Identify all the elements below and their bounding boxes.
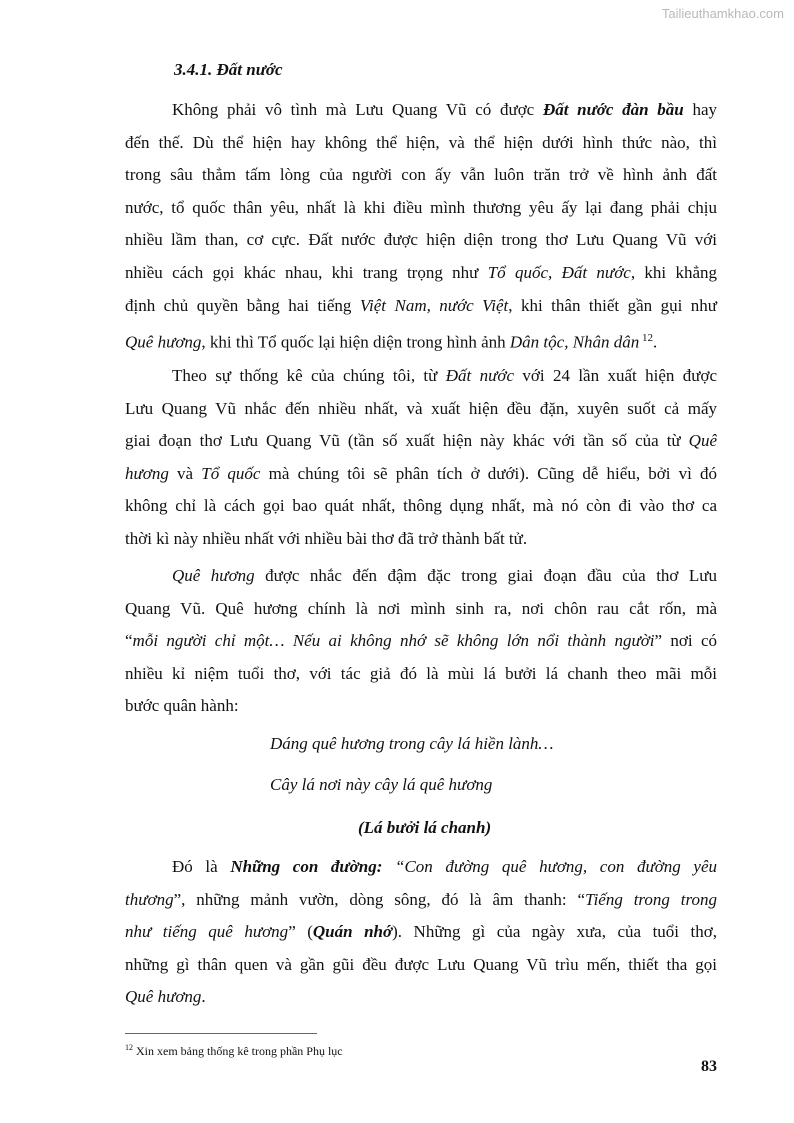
p3-line: “mỗi người chỉ một… Nếu ai không nhớ sẽ không lớn nổi thành người” nơi có (125, 631, 717, 651)
p1-line: nhiều cách gọi khác nhau, khi trang trọng như Tổ quốc, Đất nước, khi khẳng (125, 262, 717, 282)
p1-line: định chủ quyền bằng hai tiếng Việt Nam, nước Việt, khi thân thiết gần gụi như (125, 295, 717, 315)
p3-line: nhiều kỉ niệm tuổi thơ, với tác giả đó là mùi lá bưởi lá chanh theo mãi mỗi (125, 663, 717, 683)
p2-line: hương và Tổ quốc mà chúng tôi sẽ phân tích ở dưới). Cũng dễ hiểu, bởi vì đó (125, 463, 718, 483)
p1-line: Không phải vô tình mà Lưu Quang Vũ có được Đất nước đàn bầu hay (172, 100, 718, 119)
paragraph-4 (125, 851, 717, 1014)
p4-line: những gì thân quen và gần gũi đều được Lưu Quang Vũ trìu mến, thiết tha gọi (125, 954, 717, 974)
p2-line: Lưu Quang Vũ nhắc đến nhiều nhất, và xuất hiện đều đặn, xuyên suốt cả mấy (125, 398, 717, 418)
p3-line: Quê hương được nhắc đến đậm đặc trong giai đoạn đầu của thơ Lưu (172, 566, 717, 585)
p1-line: đến thế. Dù thể hiện hay không thể hiện, và thể hiện dưới hình thức nào, thì (125, 132, 717, 152)
p4-line: Đó là Những con đường: “Con đường quê hương, con đường yêu (172, 857, 718, 876)
p4-line: Quê hương. (125, 987, 206, 1007)
watermark: Tailieuthamkhao.com (661, 6, 784, 21)
p2-line: thời kì này nhiều nhất với nhiều bài thơ đã trở thành bất tử. (125, 528, 528, 548)
poem-line-2: Cây lá nơi này cây lá quê hương (270, 775, 493, 794)
footnote: $^{12}$ Xin xem bảng thống kê trong phần Phụ lục (125, 1043, 343, 1058)
p2-line: giai đoạn thơ Lưu Quang Vũ (tần số xuất hiện này khác với tần số của từ Quê (125, 431, 717, 451)
p4-line: thương”, những mảnh vườn, dòng sông, đó là âm thanh: “Tiếng trong trong (125, 889, 718, 909)
footnote-ref: 12 (639, 332, 654, 345)
paragraph-1 (125, 94, 717, 359)
p1-line: nước, tổ quốc thân yêu, nhất là khi điều mình thương yêu ấy lại đang phải chịu (125, 197, 717, 217)
p1-line: nhiều lầm than, cơ cực. Đất nước được hiện diện trong thơ Lưu Quang Vũ với (125, 230, 717, 250)
paragraph-2 (125, 360, 717, 556)
poem-line-1: Dáng quê hương trong cây lá hiền lành… (270, 734, 554, 753)
p4-line: như tiếng quê hương” (Quán nhớ). Những gì của ngày xưa, của tuổi thơ, (125, 922, 717, 942)
poem-title: (Lá bưởi lá chanh) (358, 818, 492, 837)
section-heading: 3.4.1. Đất nước (174, 60, 283, 79)
p3-line: Quang Vũ. Quê hương chính là nơi mình sinh ra, nơi chôn rau cắt rốn, mà (125, 598, 717, 618)
page-number: 83 (701, 1058, 717, 1075)
p2-line: Theo sự thống kê của chúng tôi, từ Đất nước với 24 lần xuất hiện được (172, 366, 717, 385)
p1-line: trong sâu thẳm tấm lòng của người con ấy vẫn luôn trăn trở về hình ảnh đất (125, 165, 717, 185)
p1-line: Quê hương, khi thì Tổ quốc lại hiện diện trong hình ảnh Dân tộc, Nhân dân $^{12}$. (125, 332, 658, 352)
p2-line: không chỉ là cách gọi bao quát nhất, thông dụng nhất, mà nó còn đi vào thơ ca (125, 496, 717, 516)
footnote-divider (125, 1033, 317, 1034)
p3-line: bước quân hành: (125, 696, 239, 716)
paragraph-3 (125, 560, 717, 723)
